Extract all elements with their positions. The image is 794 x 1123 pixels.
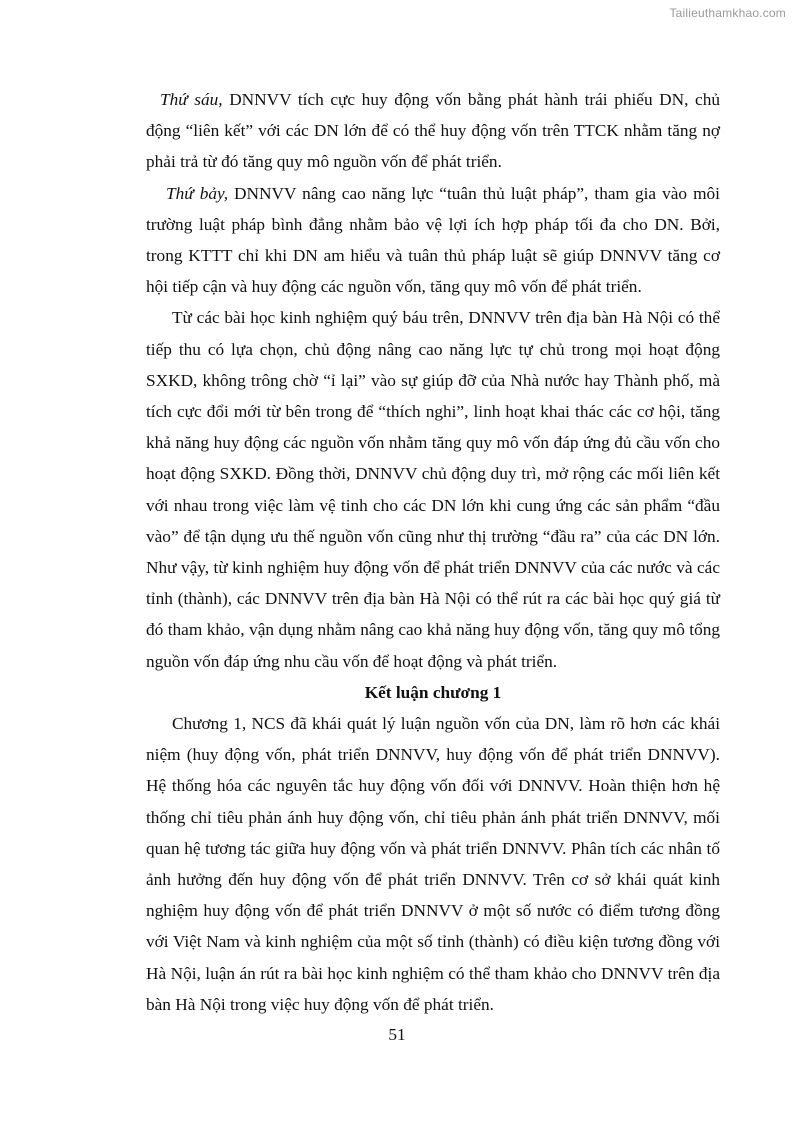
- paragraph-text: Từ các bài học kinh nghiệm quý báu trên, DNNVV trên địa bàn Hà Nội có thể tiếp thu có lựa chọn, chủ động nâng cao năng lực tự chủ trong mọi hoạt động SXKD, không trông chờ “ỉ lại” vào sự giúp đỡ của Nhà nước hay Thành phố, mà tích cực đổi mới từ bên trong để “thích nghi”, linh hoạt khai thác các cơ hội, tăng khả năng huy động các nguồn vốn nhằm tăng quy mô vốn đáp ứng đủ cầu vốn cho hoạt động SXKD. Đồng thời, DNNVV chủ động duy trì, mở rộng các mối liên kết với nhau trong việc làm vệ tinh cho các DN lớn khi cung ứng các sản phẩm “đầu vào” để tận dụng ưu thế nguồn vốn cũng như thị trường “đầu ra” của các DN lớn. Như vậy, từ kinh nghiệm huy động vốn để phát triển DNNVV của các nước và các tỉnh (thành), các DNNVV trên địa bàn Hà Nội có thể rút ra các bài học quý giá từ đó tham khảo, vận dụng nhằm nâng cao khả năng huy động vốn, tăng quy mô tổng nguồn vốn đáp ứng nhu cầu vốn để hoạt động và phát triển.: [146, 308, 720, 671]
- paragraph-conclusion: [146, 708, 720, 1020]
- paragraph-text: DNNVV tích cực huy động vốn bằng phát hành trái phiếu DN, chủ động “liên kết” với các DN lớn để có thể huy động vốn trên TTCK nhằm tăng nợ phải trả từ đó tăng quy mô nguồn vốn để phát triển.: [146, 90, 721, 172]
- paragraph-text: Chương 1, NCS đã khái quát lý luận nguồn vốn của DN, làm rõ hơn các khái niệm (huy động vốn, phát triển DNNVV, huy động vốn để phát triển DNNVV). Hệ thống hóa các nguyên tắc huy động vốn đối với DNNVV. Hoàn thiện hơn hệ thống chỉ tiêu phản ánh huy động vốn, chỉ tiêu phản ánh phát triển DNNVV, mối quan hệ tương tác giữa huy động vốn và phát triển DNNVV. Phân tích các nhân tố ảnh hưởng đến huy động vốn để phát triển DNNVV. Trên cơ sở khái quát kinh nghiệm huy động vốn để phát triển DNNVV ở một số nước có điểm tương đồng với Việt Nam và kinh nghiệm của một số tỉnh (thành) có điều kiện tương đồng với Hà Nội, luận án rút ra bài học kinh nghiệm có thể tham khảo cho DNNVV trên địa bàn Hà Nội trong việc huy động vốn để phát triển.: [146, 714, 720, 1014]
- document-body: [146, 84, 720, 1020]
- paragraph-text: DNNVV nâng cao năng lực “tuân thủ luật pháp”, tham gia vào môi trường luật pháp bình đẳng nhằm bảo vệ lợi ích hợp pháp tối đa cho DN. Bởi, trong KTTT chỉ khi DN am hiểu và tuân thủ pháp luật sẽ giúp DNNVV tăng cơ hội tiếp cận và huy động các nguồn vốn, tăng quy mô vốn để phát triển.: [146, 183, 720, 297]
- paragraph-lead: Thứ bảy,: [166, 183, 229, 203]
- paragraph-thu-sau: [146, 84, 720, 178]
- paragraph-lead: Thứ sáu,: [160, 90, 223, 109]
- paragraph-lessons: [146, 302, 720, 676]
- page-number: 51: [388, 1025, 406, 1044]
- paragraph-thu-bay: [146, 178, 720, 303]
- watermark-text: Tailieuthamkhao.com: [669, 6, 786, 20]
- section-title: Kết luận chương 1: [364, 682, 502, 702]
